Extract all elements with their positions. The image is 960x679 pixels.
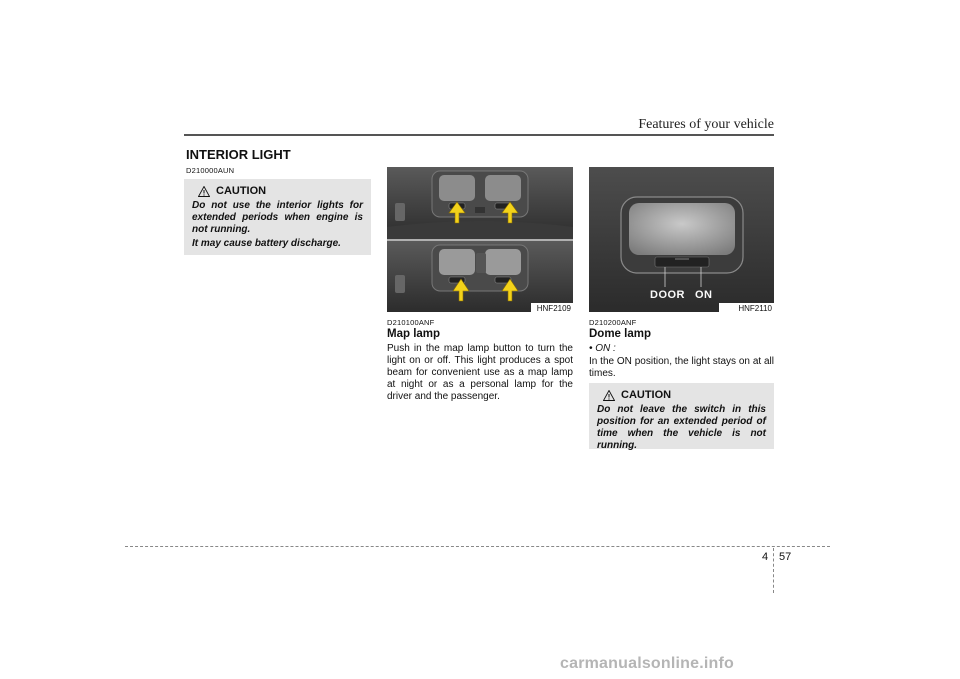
dome-switch-label-door: DOOR [650, 289, 685, 301]
caution-text-1: Do not use the interior lights for extended periods when engine is not running. [192, 200, 363, 235]
caution-heading-label: CAUTION [216, 185, 267, 197]
caution-text-2: It may cause battery discharge. [192, 238, 341, 249]
map-lamp-illustration [387, 167, 573, 312]
warning-triangle-icon [603, 390, 615, 401]
caution-box-interior [184, 179, 371, 255]
caution-heading [198, 185, 363, 197]
dome-lamp-title: Dome lamp [589, 328, 651, 340]
dome-switch-label-on: ON [695, 289, 713, 301]
footer-divider [773, 548, 774, 593]
caution-heading [603, 389, 766, 401]
caution-text: Do not leave the switch in this position for an extended period of time when the vehicle is not running. [597, 404, 766, 451]
watermark-text: carmanualsonline.info [560, 655, 735, 672]
map-lamp-photo [387, 167, 573, 312]
header-rule [184, 134, 774, 136]
footer-rule [125, 546, 830, 547]
chapter-number: 4 [762, 551, 769, 563]
map-lamp-title: Map lamp [387, 328, 441, 340]
dome-lamp-text: In the ON position, the light stays on at all times. [589, 356, 774, 379]
map-lamp-code: D210100ANF [387, 318, 435, 327]
warning-triangle-icon [198, 186, 210, 197]
dome-lamp-image-label: HNF2110 [738, 304, 772, 313]
caution-box-dome [589, 383, 774, 449]
map-lamp-text: Push in the map lamp button to turn the light on or off. This light produces a spot beam for convenient use as a map lamp at night or as a personal lamp for the driver and the passenger. [387, 343, 573, 402]
page-number: 57 [779, 551, 792, 563]
header-title: Features of your vehicle [638, 117, 774, 132]
caution-heading-label: CAUTION [621, 389, 672, 401]
map-lamp-image-label: HNF2109 [536, 304, 571, 313]
dome-lamp-code: D210200ANF [589, 318, 637, 327]
section-title: INTERIOR LIGHT [186, 147, 291, 162]
section-code: D210000AUN [186, 166, 235, 175]
dome-lamp-bullet: • ON : [589, 343, 616, 354]
